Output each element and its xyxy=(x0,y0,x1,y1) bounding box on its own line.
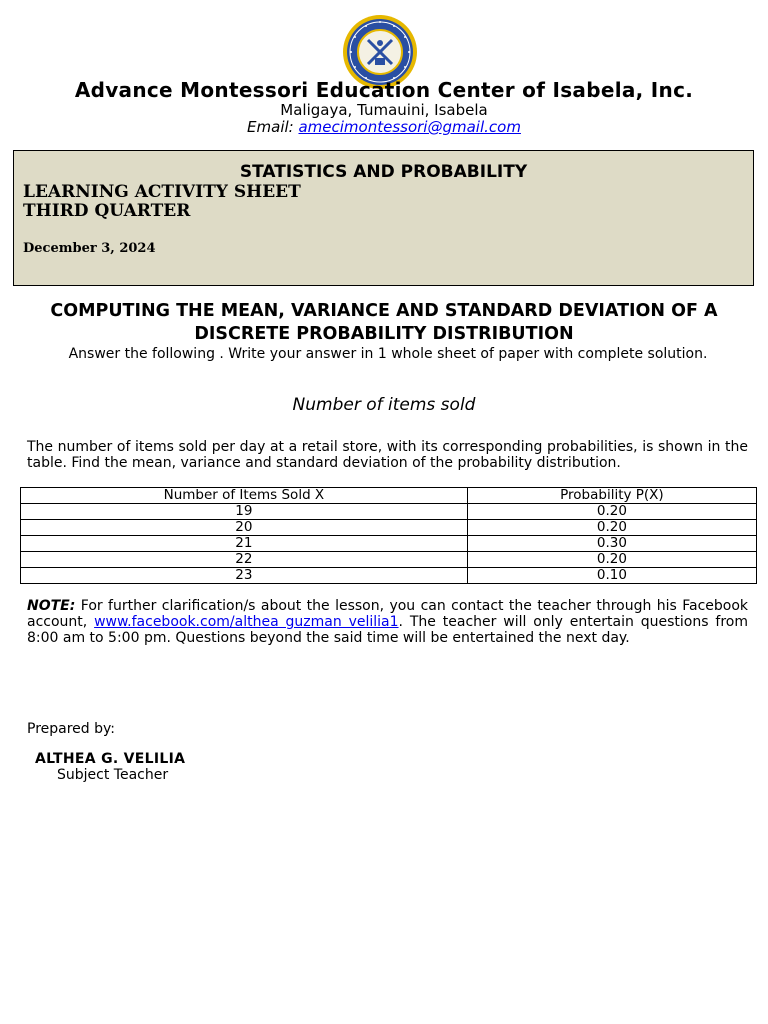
school-address: Maligaya, Tumauini, Isabela xyxy=(280,101,488,119)
table-cell-px: 0.10 xyxy=(467,568,756,584)
table-row xyxy=(21,568,757,584)
instructions: Answer the following . Write your answer in 1 whole sheet of paper with complete solution. xyxy=(68,346,708,362)
school-name: Advance Montessori Education Center of Isabela, Inc. xyxy=(74,78,694,102)
problem-statement: The number of items sold per day at a retail store, with its corresponding probabilities, is shown in the table. Find the mean, variance and standard deviation of the probability distribution. xyxy=(27,439,748,471)
table-row xyxy=(21,536,757,552)
table-row xyxy=(21,504,757,520)
table-cell-x: 22 xyxy=(21,552,468,568)
email-link[interactable]: amecimontessori@gmail.com xyxy=(298,118,521,136)
problem-subtitle: Number of items sold xyxy=(292,395,476,415)
email-label: Email: xyxy=(247,118,294,136)
sheet-date: December 3, 2024 xyxy=(23,241,156,256)
table-cell-px: 0.30 xyxy=(467,536,756,552)
note-text-after: . The teacher will only entertain questions from 8:00 am to 5:00 pm. Questions beyond the said time will be entertained the next day. xyxy=(27,614,748,646)
table-cell-px: 0.20 xyxy=(467,520,756,536)
sheet-type-block xyxy=(23,183,301,221)
subject-title: STATISTICS AND PROBABILITY xyxy=(239,162,528,182)
table-row xyxy=(21,520,757,536)
facebook-link[interactable]: www.facebook.com/althea guzman velilia1 xyxy=(94,614,399,630)
table-row xyxy=(21,552,757,568)
header-box xyxy=(13,150,754,286)
email-line xyxy=(0,118,768,136)
teacher-name: ALTHEA G. VELILIA xyxy=(35,751,186,767)
table-header-row xyxy=(21,488,757,504)
teacher-role: Subject Teacher xyxy=(57,767,169,783)
quarter: THIRD QUARTER xyxy=(23,201,191,221)
note-text-before: For further clarification/s about the lesson, you can contact the teacher through his Facebook account, xyxy=(27,598,749,630)
table-cell-x: 19 xyxy=(21,504,468,520)
sheet-type: LEARNING ACTIVITY SHEET xyxy=(23,182,301,202)
prepared-by-label: Prepared by: xyxy=(27,721,115,737)
note-label: NOTE: xyxy=(27,598,76,614)
column-header-x: Number of Items Sold X xyxy=(21,488,468,504)
lesson-topic: COMPUTING THE MEAN, VARIANCE AND STANDARD DEVIATION OF A DISCRETE PROBABILITY DISTRIBUTION xyxy=(50,301,718,344)
table-cell-px: 0.20 xyxy=(467,552,756,568)
table-cell-x: 20 xyxy=(21,520,468,536)
table-cell-x: 21 xyxy=(21,536,468,552)
table-cell-x: 23 xyxy=(21,568,468,584)
table-cell-px: 0.20 xyxy=(467,504,756,520)
column-header-px: Probability P(X) xyxy=(467,488,756,504)
probability-table xyxy=(20,487,757,584)
note-paragraph xyxy=(27,598,748,646)
